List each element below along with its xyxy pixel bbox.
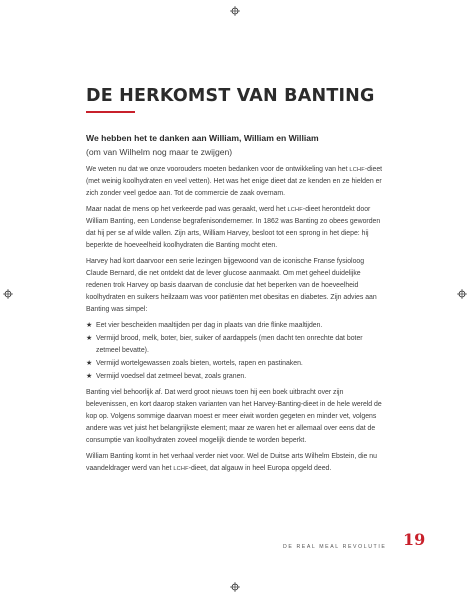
list-item: ★ Vermijd brood, melk, boter, bier, suiker of aardappels (men dacht ten onrechte dat boter zetmeel bevatte). xyxy=(86,335,363,354)
running-footer-title: DE REAL MEAL REVOLUTIE xyxy=(283,544,387,550)
page-number: 19 xyxy=(403,530,426,549)
section-subheading: We hebben het te danken aan William, William en William xyxy=(86,133,319,143)
heading-accent-rule xyxy=(86,111,135,113)
star-icon: ★ xyxy=(86,322,93,329)
advice-list xyxy=(86,320,386,383)
registration-mark-icon xyxy=(230,6,240,16)
registration-mark-icon xyxy=(457,289,467,299)
list-item: ★ Eet vier bescheiden maaltijden per dag in plaats van drie flinke maaltijden. xyxy=(86,320,386,332)
paragraph: Maar nadat de mens op het verkeerde pad was geraakt, werd het LCHF-dieet herontdekt door William Banting, een Londense begrafenisondernemer. In 1862 was Banting zo obees geworden dat hij per se af wilde vallen. Zijn arts, William Harvey, besloot tot een sprong in het diepe: hij beperkte de hoeveelheid koolhydraten die Banting mocht eten. xyxy=(86,206,381,249)
paragraph: We weten nu dat we onze voorouders moeten bedanken voor de ontwikkeling van het LCHF-dieet (met weinig koolhydraten en veel vetten). Het was het enige dieet dat ze kenden en ze hielden er zich zonder veel gedoe aan. Tot de commercie de zaak overnam. xyxy=(86,166,383,197)
abbreviation: LCHF xyxy=(173,466,189,472)
paragraph: Banting viel behoorlijk af. Dat werd groot nieuws toen hij een boek uitbracht over zijn belevenissen, en kort daarop staken varianten van het Harvey-Banting-dieet in de hele wereld de kop op. Volgens sommige daarvan moest er meer eiwit worden gegeten en minder vet, volgens andere was vet juist het belangrijkste element; maar ze waren het er allemaal over eens dat de consumptie van koolhydraten zoveel mogelijk diende te worden beperkt. xyxy=(86,389,382,444)
article-body xyxy=(86,164,386,475)
star-icon: ★ xyxy=(86,373,93,380)
section-subtitle: (om van Wilhelm nog maar te zwijgen) xyxy=(86,147,233,157)
list-item: ★ Vermijd wortelgewassen zoals bieten, wortels, rapen en pastinaken. xyxy=(86,358,386,370)
abbreviation: LCHF xyxy=(349,167,365,173)
star-icon: ★ xyxy=(86,335,93,342)
registration-mark-icon xyxy=(230,582,240,592)
page-content xyxy=(86,84,386,479)
registration-mark-icon xyxy=(3,289,13,299)
paragraph: Harvey had kort daarvoor een serie lezingen bijgewoond van de iconische Franse fysioloog Claude Bernard, die net ontdekt dat de lever glucose aanmaakt. Om met geheel duidelijke redenen trok Harvey op basis daarvan de conclusie dat het beperken van de hoeveelheid koolhydraten en suikers heilzaam was voor patiënten met obesitas en diabetes. Zijn advies aan Banting was simpel: xyxy=(86,258,377,313)
star-icon: ★ xyxy=(86,360,93,367)
paragraph: William Banting komt in het verhaal verder niet voor. Wel de Duitse arts Wilhelm Ebstein, die nu vaandeldrager werd van het LCHF-dieet, dat algauw in heel Europa opgeld deed. xyxy=(86,453,377,472)
abbreviation: LCHF xyxy=(287,207,303,213)
list-item: ★ Vermijd voedsel dat zetmeel bevat, zoals granen. xyxy=(86,371,386,383)
page-title: DE HERKOMST VAN BANTING xyxy=(86,86,375,106)
